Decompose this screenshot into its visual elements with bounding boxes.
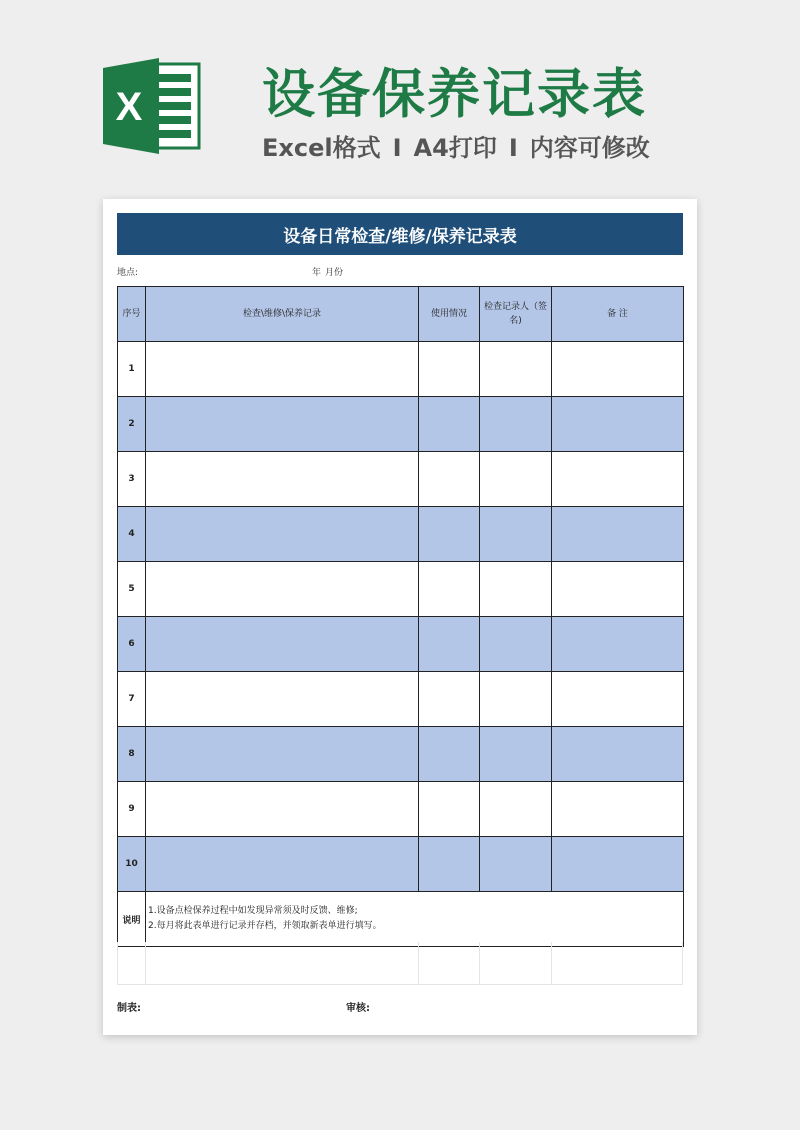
column-header-record: 检查\维修\保养记录: [146, 287, 419, 342]
row-index: 1: [118, 342, 146, 397]
table-row: [118, 727, 684, 782]
notes-cell: [146, 892, 684, 947]
page-title: 设备保养记录表: [262, 64, 647, 125]
month-label: 月份: [325, 268, 344, 278]
column-header-recorder: 检查记录人（签名): [480, 287, 552, 342]
recorder-cell[interactable]: [480, 617, 552, 672]
row-index: 10: [118, 837, 146, 892]
faint-gridline-bottom: [117, 984, 683, 985]
remarks-cell[interactable]: [552, 782, 684, 837]
table-row: [118, 782, 684, 837]
record-cell[interactable]: [146, 837, 419, 892]
notes-row: [118, 892, 684, 947]
subtitle: [262, 128, 650, 163]
usage-cell[interactable]: [419, 397, 480, 452]
reviewer-label: 审核:: [346, 1003, 370, 1014]
subtitle-separator: I: [508, 134, 518, 162]
subtitle-format: Excel格式: [262, 134, 381, 162]
table-row: [118, 342, 684, 397]
excel-logo-icon: [103, 58, 203, 154]
year-label: 年: [312, 268, 322, 278]
record-cell[interactable]: [146, 727, 419, 782]
remarks-cell[interactable]: [552, 727, 684, 782]
table-row: [118, 837, 684, 892]
usage-cell[interactable]: [419, 617, 480, 672]
recorder-cell[interactable]: [480, 397, 552, 452]
remarks-cell[interactable]: [552, 617, 684, 672]
row-index: 5: [118, 562, 146, 617]
row-index: 2: [118, 397, 146, 452]
remarks-cell[interactable]: [552, 397, 684, 452]
table-row: [118, 452, 684, 507]
recorder-cell[interactable]: [480, 562, 552, 617]
svg-text:X: X: [115, 85, 143, 129]
usage-cell[interactable]: [419, 782, 480, 837]
remarks-cell[interactable]: [552, 837, 684, 892]
usage-cell[interactable]: [419, 452, 480, 507]
remarks-cell[interactable]: [552, 672, 684, 727]
remarks-cell[interactable]: [552, 507, 684, 562]
record-cell[interactable]: [146, 562, 419, 617]
row-index: 3: [118, 452, 146, 507]
record-table: [117, 286, 684, 947]
recorder-cell[interactable]: [480, 342, 552, 397]
subtitle-separator: I: [392, 134, 402, 162]
usage-cell[interactable]: [419, 507, 480, 562]
row-index: 4: [118, 507, 146, 562]
subtitle-editable: 内容可修改: [529, 134, 650, 162]
usage-cell[interactable]: [419, 837, 480, 892]
form-banner-title: 设备日常检查/维修/保养记录表: [117, 213, 683, 255]
form-paper: [103, 199, 697, 1035]
recorder-cell[interactable]: [480, 837, 552, 892]
table-row: [118, 562, 684, 617]
record-cell[interactable]: [146, 782, 419, 837]
remarks-cell[interactable]: [552, 562, 684, 617]
recorder-cell[interactable]: [480, 672, 552, 727]
table-row: [118, 617, 684, 672]
record-cell[interactable]: [146, 452, 419, 507]
table-row: [118, 507, 684, 562]
row-index: 9: [118, 782, 146, 837]
recorder-cell[interactable]: [480, 452, 552, 507]
record-cell[interactable]: [146, 617, 419, 672]
table-header-row: [118, 287, 684, 342]
recorder-cell[interactable]: [480, 782, 552, 837]
record-cell[interactable]: [146, 397, 419, 452]
recorder-cell[interactable]: [480, 727, 552, 782]
row-index: 6: [118, 617, 146, 672]
recorder-cell[interactable]: [480, 507, 552, 562]
record-cell[interactable]: [146, 342, 419, 397]
usage-cell[interactable]: [419, 672, 480, 727]
row-index: 7: [118, 672, 146, 727]
remarks-cell[interactable]: [552, 342, 684, 397]
table-row: [118, 672, 684, 727]
usage-cell[interactable]: [419, 342, 480, 397]
location-label: 地点:: [117, 268, 139, 278]
column-header-usage: 使用情况: [419, 287, 480, 342]
note-line-2: 2.每月将此表单进行记录并存档，并领取新表单进行填写。: [148, 921, 382, 931]
record-cell[interactable]: [146, 507, 419, 562]
row-index: 8: [118, 727, 146, 782]
usage-cell[interactable]: [419, 727, 480, 782]
remarks-cell[interactable]: [552, 452, 684, 507]
usage-cell[interactable]: [419, 562, 480, 617]
column-header-remarks: 备 注: [552, 287, 684, 342]
faint-gridlines: [117, 942, 683, 984]
table-row: [118, 397, 684, 452]
maker-label: 制表:: [117, 1003, 141, 1014]
subtitle-print: A4打印: [413, 134, 497, 162]
notes-label: 说明: [118, 892, 146, 947]
record-cell[interactable]: [146, 672, 419, 727]
column-header-index: 序号: [118, 287, 146, 342]
note-line-1: 1.设备点检保养过程中如发现异常须及时反馈、维修;: [148, 906, 358, 916]
